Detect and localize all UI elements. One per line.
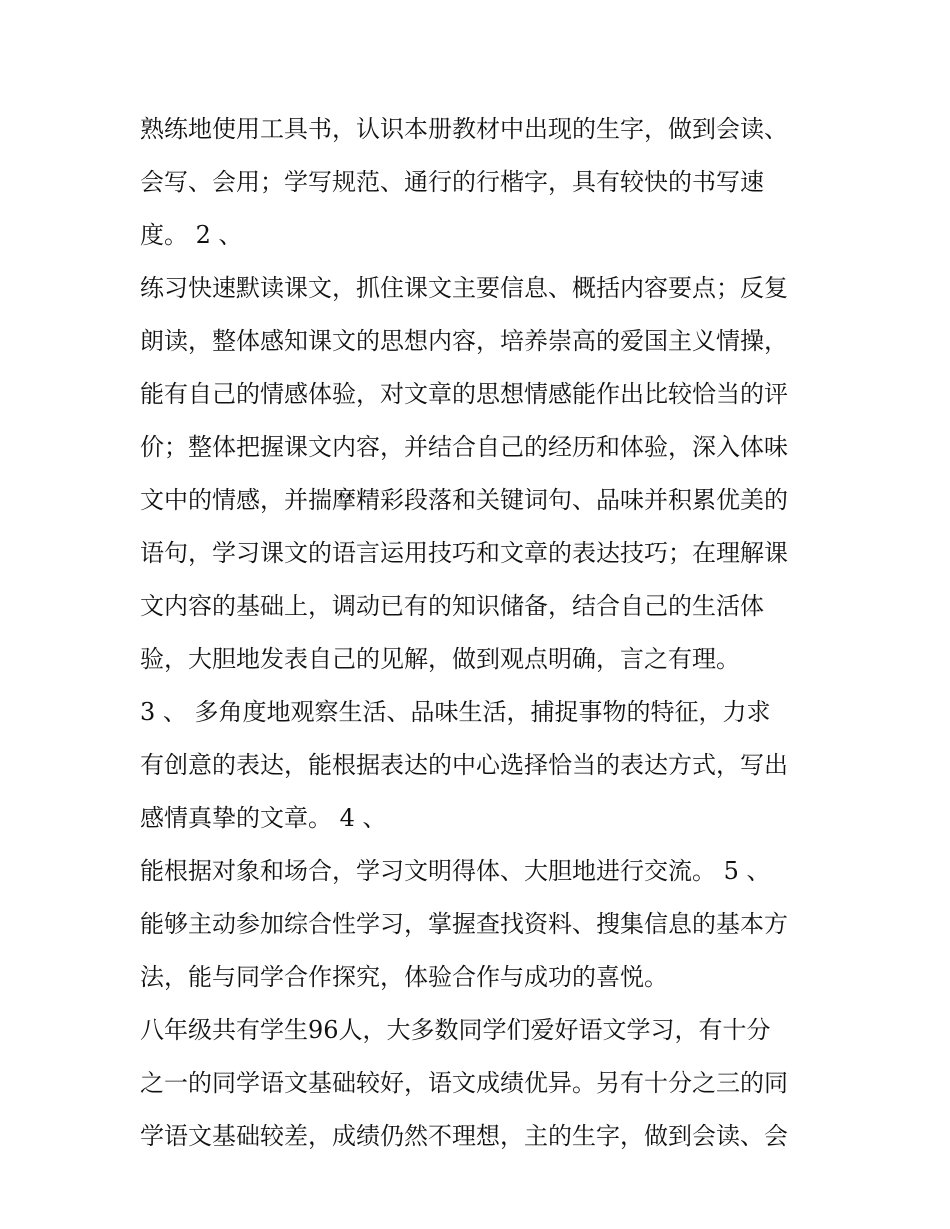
text-line-7: 价；整体把握课文内容，并结合自己的经历和体验，深入体味	[140, 433, 788, 461]
text-line-1: 熟练地使用工具书，认识本册教材中出现的生字，做到会读、	[140, 115, 788, 143]
text-line-8: 文中的情感，并揣摩精彩段落和关键词句、品味并积累优美的	[140, 486, 788, 514]
text-line-13: 有创意的表达，能根据表达的中心选择恰当的表达方式，写出	[140, 751, 788, 779]
text-line-15: 能根据对象和场合，学习文明得体、大胆地进行交流。 5 、	[140, 857, 771, 885]
text-line-3: 度。 2 、	[140, 221, 243, 249]
text-line-10: 文内容的基础上，调动已有的知识储备，结合自己的生活体	[140, 592, 764, 620]
text-line-5: 朗读，整体感知课文的思想内容，培养崇高的爱国主义情操，	[140, 327, 788, 355]
text-line-14: 感情真挚的文章。 4 、	[140, 804, 387, 832]
text-line-4: 练习快速默读课文，抓住课文主要信息、概括内容要点；反复	[140, 274, 788, 302]
text-line-11: 验，大胆地发表自己的见解，做到观点明确，言之有理。	[140, 645, 740, 673]
text-line-12: 3 、 多角度地观察生活、品味生活，捕捉事物的特征，力求	[140, 698, 771, 726]
text-line-18: 八年级共有学生96人，大多数同学们爱好语文学习，有十分	[140, 1016, 771, 1044]
text-line-2: 会写、会用；学写规范、通行的行楷字，具有较快的书写速	[140, 168, 764, 196]
text-line-19: 之一的同学语文基础较好，语文成绩优异。另有十分之三的同	[140, 1069, 788, 1097]
text-line-20: 学语文基础较差，成绩仍然不理想，主的生字，做到会读、会	[140, 1122, 788, 1150]
text-line-6: 能有自己的情感体验，对文章的思想情感能作出比较恰当的评	[140, 380, 788, 408]
text-line-16: 能够主动参加综合性学习，掌握查找资料、搜集信息的基本方	[140, 910, 788, 938]
text-line-9: 语句，学习课文的语言运用技巧和文章的表达技巧；在理解课	[140, 539, 788, 567]
text-line-17: 法，能与同学合作探究，体验合作与成功的喜悦。	[140, 963, 668, 991]
